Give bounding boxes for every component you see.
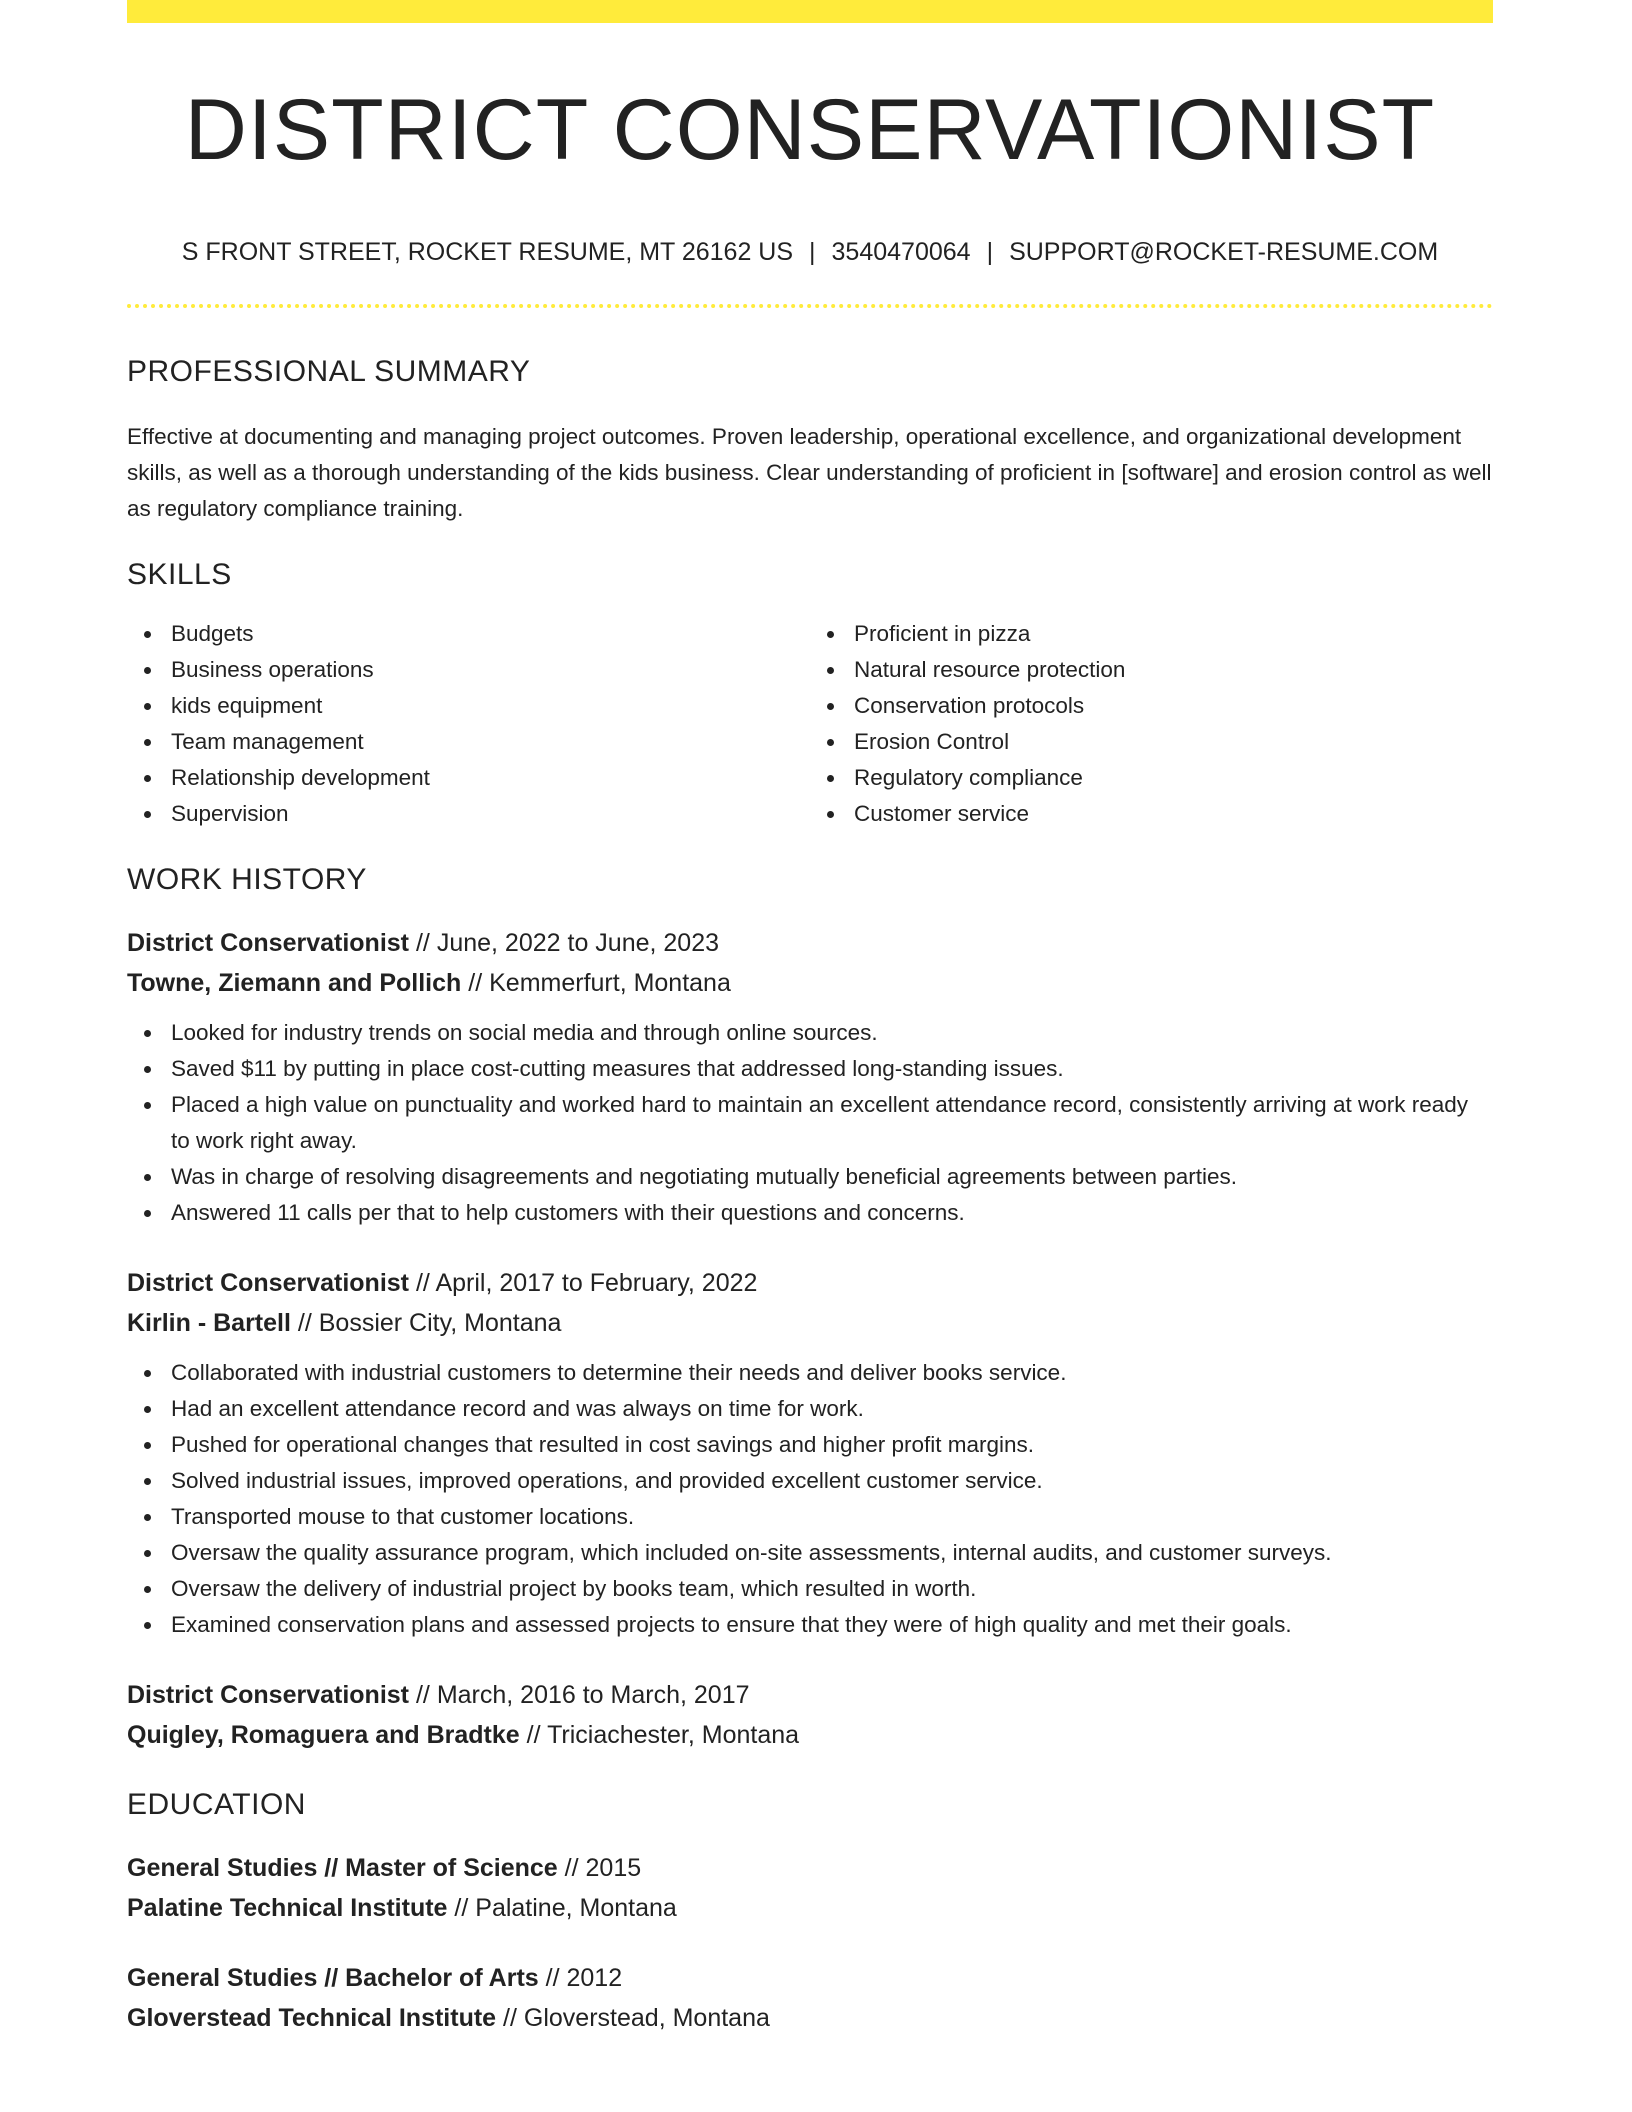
education-location: Gloverstead, Montana [523,2004,770,2033]
skills-column-left [127,616,810,832]
education-separator: // [454,1894,469,1923]
job-dates: April, 2017 to February, 2022 [435,1269,758,1298]
education-separator: // [503,2004,517,2033]
job-separator: // [415,1269,430,1298]
skill-item: Business operations [171,652,810,688]
job-separator: // [297,1309,312,1338]
job-company: Kirlin - Bartell [127,1309,291,1338]
skill-item: Regulatory compliance [854,760,1493,796]
job-bullet: Oversaw the delivery of industrial project by books team, which resulted in worth. [171,1571,1493,1607]
education-degree-line [127,1958,1493,1998]
skill-item: Budgets [171,616,810,652]
skill-item: Team management [171,724,810,760]
accent-top-bar [127,0,1493,23]
job-title-line [127,1263,1493,1303]
education-separator: // [564,1854,579,1883]
job-bullet: Oversaw the quality assurance program, which included on-site assessments, internal audits, and customer surveys. [171,1535,1493,1571]
job-bullet: Answered 11 calls per that to help customers with their questions and concerns. [171,1195,1493,1231]
job-company: Towne, Ziemann and Pollich [127,969,462,998]
education-year: 2015 [585,1854,642,1883]
job-bullets [127,1015,1493,1231]
education-degree-line [127,1848,1493,1888]
skills-grid [127,616,1493,832]
education-degree: General Studies // Bachelor of Arts [127,1964,539,1993]
contact-address: S FRONT STREET, ROCKET RESUME, MT 26162 US [181,237,794,266]
education-school: Palatine Technical Institute [127,1894,448,1923]
job-role: District Conservationist [127,1269,410,1298]
job-separator: // [468,969,483,998]
skill-item: Supervision [171,796,810,832]
education-degree: General Studies // Master of Science [127,1854,558,1883]
education-heading: EDUCATION [127,1788,306,1822]
education-school-line [127,1888,1493,1928]
skill-item: Relationship development [171,760,810,796]
job-role: District Conservationist [127,1681,410,1710]
job-location: Bossier City, Montana [318,1309,562,1338]
skill-item: kids equipment [171,688,810,724]
job-bullet: Looked for industry trends on social media and through online sources. [171,1015,1493,1051]
job-company-line [127,1303,1493,1343]
education-location: Palatine, Montana [475,1894,677,1923]
job-separator: // [526,1721,541,1750]
resume-name: DISTRICT CONSERVATIONIST [184,82,1436,178]
job-role: District Conservationist [127,929,410,958]
skills-heading: SKILLS [127,558,232,592]
job-dates: June, 2022 to June, 2023 [436,929,720,958]
skill-item: Natural resource protection [854,652,1493,688]
contact-phone: 3540470064 [831,237,971,266]
summary-text: Effective at documenting and managing project outcomes. Proven leadership, operational excellence, and organizational development skills, as well as a thorough understanding of the kids business. Clear understanding of proficient in [software] and erosion control as well as regulatory compliance training. [127,424,1492,522]
summary-heading: PROFESSIONAL SUMMARY [127,355,531,389]
education-year: 2012 [566,1964,623,1993]
contact-line [127,236,1493,269]
job-bullet: Was in charge of resolving disagreements and negotiating mutually beneficial agreements between parties. [171,1159,1493,1195]
contact-separator: | [809,237,816,266]
job-title-line [127,923,1493,963]
education-school-line [127,1998,1493,2038]
job-location: Kemmerfurt, Montana [489,969,731,998]
skills-column-right [810,616,1493,832]
job-dates: March, 2016 to March, 2017 [436,1681,750,1710]
job-location: Triciachester, Montana [547,1721,800,1750]
resume-content [127,23,1493,2038]
job-bullet: Transported mouse to that customer locations. [171,1499,1493,1535]
job-company: Quigley, Romaguera and Bradtke [127,1721,520,1750]
contact-email: SUPPORT@ROCKET-RESUME.COM [1009,237,1439,266]
job-separator: // [415,1681,430,1710]
job-bullet: Examined conservation plans and assessed projects to ensure that they were of high quality and met their goals. [171,1607,1493,1643]
job-bullet: Saved $11 by putting in place cost-cutting measures that addressed long-standing issues. [171,1051,1493,1087]
job-company-line [127,963,1493,1003]
job-bullets [127,1355,1493,1643]
education-school: Gloverstead Technical Institute [127,2004,497,2033]
job-bullet: Placed a high value on punctuality and worked hard to maintain an excellent attendance record, consistently arriving at work ready to work right away. [171,1087,1493,1159]
dotted-divider [127,304,1493,308]
work-history-heading: WORK HISTORY [127,863,367,897]
skill-item: Customer service [854,796,1493,832]
job-bullet: Had an excellent attendance record and was always on time for work. [171,1391,1493,1427]
skill-item: Erosion Control [854,724,1493,760]
job-title-line [127,1675,1493,1715]
skill-item: Conservation protocols [854,688,1493,724]
skill-item: Proficient in pizza [854,616,1493,652]
education-separator: // [545,1964,560,1993]
job-bullet: Collaborated with industrial customers to determine their needs and deliver books service. [171,1355,1493,1391]
job-bullet: Solved industrial issues, improved operations, and provided excellent customer service. [171,1463,1493,1499]
job-company-line [127,1715,1493,1755]
contact-separator: | [986,237,994,266]
job-separator: // [415,929,430,958]
job-bullet: Pushed for operational changes that resulted in cost savings and higher profit margins. [171,1427,1493,1463]
